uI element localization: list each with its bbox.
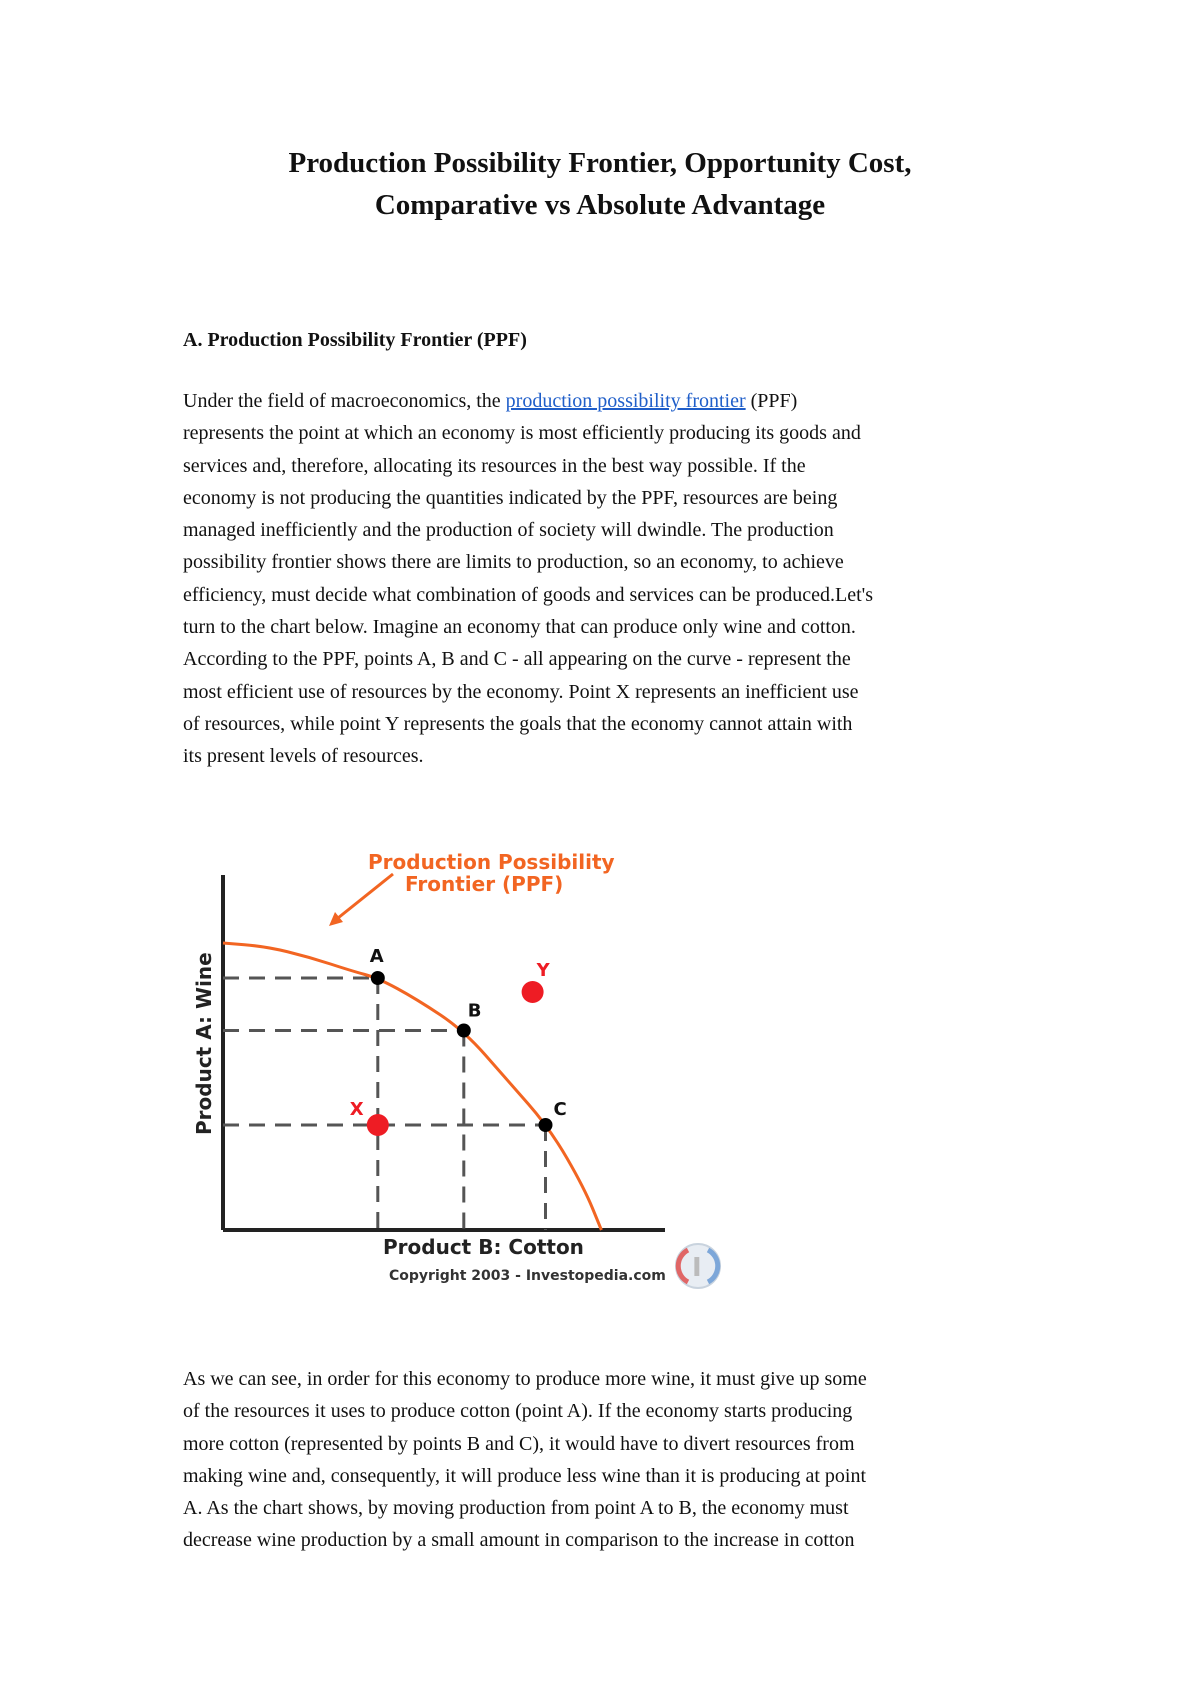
paragraph-line: most efficient use of resources by the economy. Point X represents an inefficient use — [183, 680, 859, 703]
paragraph-line: A. As the chart shows, by moving production from point A to B, the economy must — [183, 1497, 849, 1520]
paragraph-line: According to the PPF, points A, B and C - all appearing on the curve - represent the — [183, 648, 851, 671]
point-b — [457, 1024, 471, 1038]
title-line-2: Comparative vs Absolute Advantage — [374, 189, 826, 221]
paragraph-ppf-intro — [183, 385, 1063, 773]
line-text: Under the field of macroeconomics, the — [183, 390, 506, 412]
paragraph-line: services and, therefore, allocating its resources in the best way possible. If the — [183, 454, 806, 477]
paragraph-line: of the resources it uses to produce cotton (point A). If the economy starts producing — [183, 1400, 853, 1423]
point-label-a: A — [369, 946, 384, 967]
line-text: (PPF) — [745, 390, 798, 412]
y-axis-label: Product A: Wine — [192, 952, 216, 1135]
page-title — [0, 142, 1200, 226]
paragraph-ppf-explanation — [183, 1363, 1063, 1557]
paragraph-line: possibility frontier shows there are limits to production, so an economy, to achieve — [183, 551, 844, 574]
point-label-y: Y — [536, 960, 550, 981]
curve-pointer-arrow — [333, 874, 393, 922]
paragraph-line: As we can see, in order for this economy to produce more wine, it must give up some — [183, 1368, 867, 1390]
ppf-chart-svg — [183, 830, 723, 1300]
point-a — [371, 971, 385, 985]
ppf-chart — [183, 830, 723, 1300]
point-c — [539, 1118, 553, 1132]
paragraph-line: represents the point at which an economy is most efficiently producing its goods and — [183, 422, 861, 445]
logo-letter: I — [692, 1253, 702, 1283]
paragraph-line: of resources, while point Y represents the goals that the economy cannot attain with — [183, 712, 853, 735]
point-x — [367, 1114, 389, 1136]
title-line-1: Production Possibility Frontier, Opportunity Cost, — [288, 147, 912, 179]
investopedia-logo — [676, 1244, 720, 1288]
section-heading: A. Production Possibility Frontier (PPF) — [183, 329, 527, 351]
paragraph-line: decrease wine production by a small amount in comparison to the increase in cotton — [183, 1529, 855, 1552]
point-label-b: B — [467, 1000, 482, 1022]
paragraph-line: efficiency, must decide what combination of goods and services can be produced.Let's — [183, 583, 874, 606]
paragraph-line: turn to the chart below. Imagine an economy that can produce only wine and cotton. — [183, 616, 856, 639]
x-axis-label: Product B: Cotton — [383, 1235, 584, 1259]
paragraph-line: more cotton (represented by points B and C), it would have to divert resources from — [183, 1432, 855, 1455]
point-label-x: X — [349, 1099, 364, 1120]
paragraph-line: managed inefficiently and the production of society will dwindle. The production — [183, 519, 834, 542]
chart-title-line-2: Frontier (PPF) — [405, 872, 564, 896]
copyright-text: Copyright 2003 - Investopedia.com — [389, 1268, 666, 1284]
paragraph-line: making wine and, consequently, it will produce less wine than it is producing at point — [183, 1464, 867, 1487]
paragraph-line — [183, 385, 1063, 417]
chart-title-line-1: Production Possibility — [368, 850, 615, 874]
point-y — [522, 981, 544, 1003]
point-label-c: C — [553, 1099, 567, 1120]
paragraph-line: economy is not producing the quantities indicated by the PPF, resources are being — [183, 486, 838, 509]
ppf-link[interactable]: production possibility frontier — [505, 390, 746, 412]
paragraph-line: its present levels of resources. — [183, 745, 424, 768]
